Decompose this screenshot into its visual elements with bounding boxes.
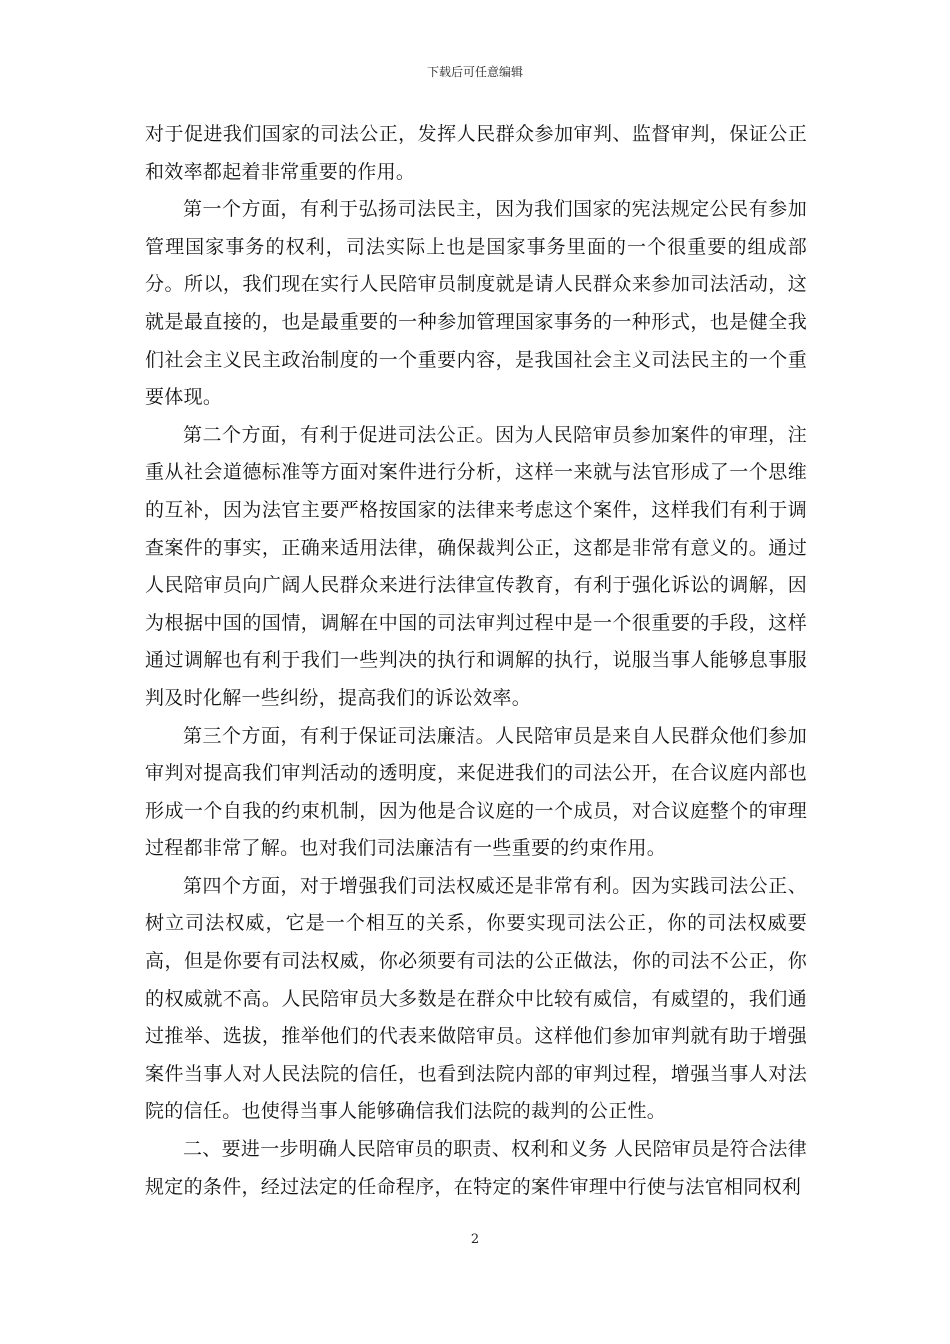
document-body (145, 116, 807, 1206)
page-header: 下载后可任意编辑 (426, 65, 523, 79)
paragraph-first-aspect: 第一个方面，有利于弘扬司法民主，因为我们国家的宪法规定公民有参加管理国家事务的权利，司法实际上也是国家事务里面的一个很重要的组成部分。所以，我们现在实行人民陪审员制度就是请人民群众来参加司法活动，这就是最直接的，也是最重要的一种参加管理国家事务的一种形式，也是健全我们社会主义民主政治制度的一个重要内容，是我国社会主义司法民主的一个重要体现。 (145, 198, 807, 409)
paragraph-section-two: 二、要进一步明确人民陪审员的职责、权利和义务 人民陪审员是符合法律规定的条件，经过法定的任命程序，在特定的案件审理中行使与法官相同权利 (145, 1138, 807, 1198)
page-number: 2 (470, 1232, 480, 1247)
paragraph-second-aspect: 第二个方面，有利于促进司法公正。因为人民陪审员参加案件的审理，注重从社会道德标准等方面对案件进行分析，这样一来就与法官形成了一个思维的互补，因为法官主要严格按国家的法律来考虑这个案件，这样我们有利于调查案件的事实，正确来适用法律，确保裁判公正，这都是非常有意义的。通过人民陪审员向广阔人民群众来进行法律宣传教育，有利于强化诉讼的调解，因为根据中国的国情，调解在中国的司法审判过程中是一个很重要的手段，这样通过调解也有利于我们一些判决的执行和调解的执行，说服当事人能够息事服判及时化解一些纠纷，提高我们的诉讼效率。 (145, 423, 807, 709)
paragraph-fourth-aspect: 第四个方面，对于增强我们司法权威还是非常有利。因为实践司法公正、树立司法权威，它是一个相互的关系，你要实现司法公正，你的司法权威要高，但是你要有司法权威，你必须要有司法的公正做法，你的司法不公正，你的权威就不高。人民陪审员大多数是在群众中比较有威信，有威望的，我们通过推举、选拔，推举他们的代表来做陪审员。这样他们参加审判就有助于增强案件当事人对人民法院的信任，也看到法院内部的审判过程，增强当事人对法院的信任。也使得当事人能够确信我们法院的裁判的公正性。 (145, 874, 807, 1123)
paragraph-continuation: 对于促进我们国家的司法公正，发挥人民群众参加审判、监督审判，保证公正和效率都起着非常重要的作用。 (145, 123, 807, 183)
paragraph-third-aspect: 第三个方面，有利于保证司法廉洁。人民陪审员是来自人民群众他们参加审判对提高我们审判活动的透明度，来促进我们的司法公开，在合议庭内部也形成一个自我的约束机制，因为他是合议庭的一个成员，对合议庭整个的审理过程都非常了解。也对我们司法廉洁有一些重要的约束作用。 (145, 724, 807, 860)
